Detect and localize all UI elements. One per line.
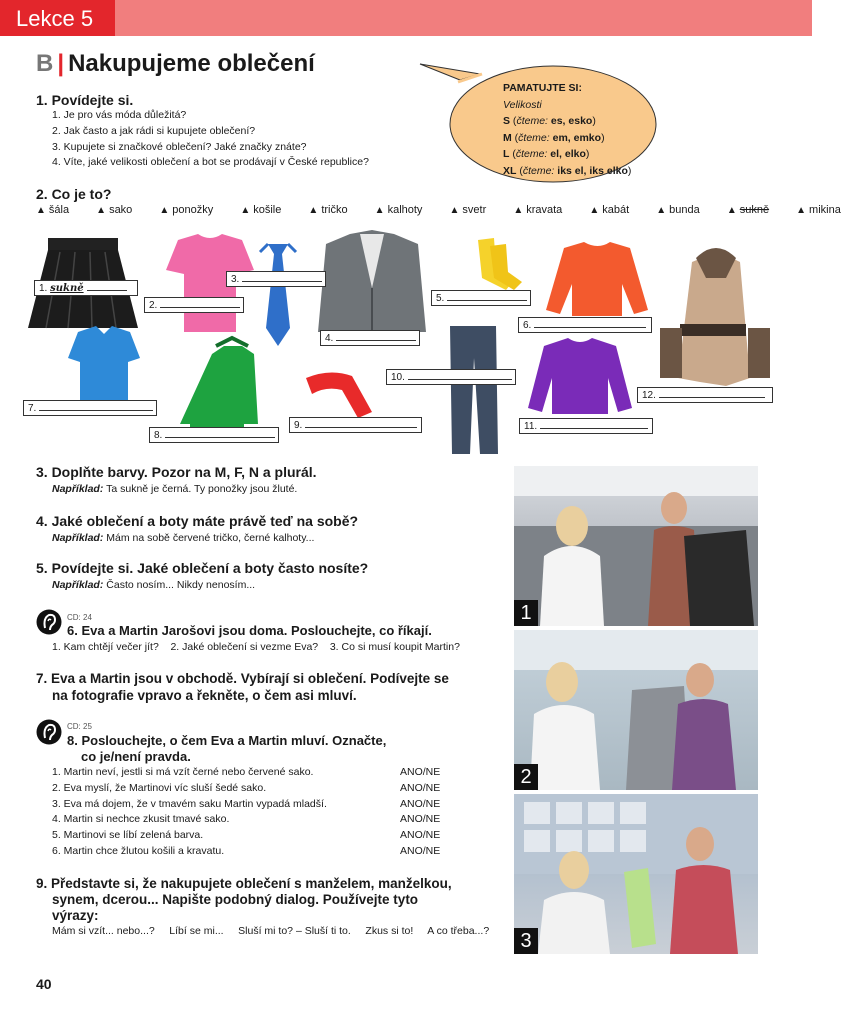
scarf-icon: [306, 372, 372, 418]
vocab-word: ▲ kravata: [513, 204, 563, 216]
ex1-question: 1. Je pro vás móda důležitá?: [52, 109, 187, 121]
ex6-questions: 1. Kam chtějí večer jít? 2. Jaké oblečení si vezme Eva? 3. Co si musí koupit Martin?: [52, 641, 460, 653]
jacket-icon: [318, 230, 426, 340]
vocab-word: ▲ kalhoty: [374, 204, 423, 216]
ex8-item: 5. Martinovi se líbí zelená barva.: [52, 829, 204, 842]
bubble-size-row: M (čteme: em, emko): [503, 131, 605, 144]
label-box-3[interactable]: 3.: [226, 271, 326, 287]
vocab-word: ▲ mikina: [796, 204, 841, 216]
ex3-example: Například: Ta sukně je černá. Ty ponožky jsou žluté.: [52, 483, 298, 495]
photo-scene: [514, 630, 758, 790]
ex5-title: 5. Povídejte si. Jaké oblečení a boty často nosíte?: [36, 560, 369, 576]
socks-icon: [478, 238, 522, 290]
ex8-item: 2. Eva myslí, že Martinovi víc sluší šedé sako.: [52, 781, 267, 794]
ex1-title: 1. Povídejte si.: [36, 92, 134, 108]
ex8-item: 1. Martin neví, jestli si má vzít černé nebo červené sako.: [52, 766, 314, 778]
label-box-9[interactable]: 9.: [289, 417, 422, 433]
bubble-size-row: L (čteme: el, elko): [503, 148, 590, 160]
ex1-question: 3. Kupujete si značkové oblečení? Jaké značky znáte?: [52, 140, 307, 153]
vocab-word: ▲ svetr: [449, 204, 487, 216]
coat-icon: [660, 248, 770, 386]
section-heading: Nakupujeme oblečení: [68, 50, 315, 77]
vocab-word: ▲ sukně: [726, 204, 770, 216]
photo-number: 2: [514, 764, 538, 790]
ex2-title: 2. Co je to?: [36, 186, 112, 202]
photo-shopping-1: [514, 466, 758, 626]
true-false-option[interactable]: ANO/NE: [400, 844, 441, 857]
ex1-questions: [52, 108, 369, 171]
label-box-2[interactable]: 2.: [144, 297, 244, 313]
ex7-title: 7. Eva a Martin jsou v obchodě. Vybírají si oblečení. Podívejte se na fotografie vpravo a řekněte, o čem asi mluví.: [36, 671, 449, 703]
ear-icon: [36, 718, 62, 746]
ex4-title: 4. Jaké oblečení a boty máte právě teď na sobě?: [36, 513, 359, 529]
bubble-subtitle: Velikosti: [503, 98, 542, 111]
vocab-word: ▲ kabát: [589, 204, 630, 216]
ex6-cd: CD: 24: [67, 613, 92, 622]
label-box-1[interactable]: 1. sukně: [34, 280, 138, 296]
label-box-7[interactable]: 7.: [23, 400, 157, 416]
label-box-10[interactable]: 10.: [386, 369, 516, 385]
vocab-word: ▲ ponožky: [159, 204, 214, 216]
bunda-icon: [180, 338, 258, 434]
label-box-5[interactable]: 5.: [431, 290, 531, 306]
vocab-list: [36, 204, 865, 216]
ex1-question: 2. Jak často a jak rádi si kupujete oblečení?: [52, 124, 256, 137]
vocab-word: ▲ košile: [240, 204, 282, 216]
ex8-true-false: [400, 765, 440, 860]
photo-scene: [514, 794, 758, 954]
label-box-8[interactable]: 8.: [149, 427, 279, 443]
section-title: [36, 50, 315, 78]
ex4-example: Například: Mám na sobě červené tričko, černé kalhoty...: [52, 532, 315, 544]
ex8-item: 4. Martin si nechce zkusit tmavé sako.: [52, 813, 230, 826]
photo-scene: [514, 466, 758, 626]
ex9-phrases: Mám si vzít... nebo...? Líbí se mi... Sluší mi to? – Sluší ti to. Zkus si to! A co třeba...?: [52, 925, 490, 937]
photo-number: 3: [514, 928, 538, 954]
ex1-question: 4. Víte, jaké velikosti oblečení a bot se prodávají v České republice?: [52, 156, 369, 169]
vocab-word: ▲ šála: [36, 204, 70, 216]
label-box-4[interactable]: 4.: [320, 330, 420, 346]
trousers-icon: [450, 326, 498, 454]
ex8-cd: CD: 25: [67, 722, 92, 731]
vocab-word: ▲ bunda: [656, 204, 700, 216]
ex8-items: [52, 765, 327, 860]
photo-shopping-2: [514, 630, 758, 790]
bubble-size-row: S (čteme: es, esko): [503, 115, 596, 127]
bubble-text: [503, 80, 631, 179]
ex3-title: 3. Doplňte barvy. Pozor na M, F, N a plurál.: [36, 464, 317, 480]
label-box-11[interactable]: 11.: [519, 418, 653, 434]
vocab-word: ▲ tričko: [308, 204, 348, 216]
ex5-example: Například: Často nosím... Nikdy nenosím...: [52, 579, 256, 591]
section-separator: |: [57, 50, 65, 77]
ex8-title: 8. Poslouchejte, o čem Eva a Martin mluví. Označte, co je/není pravda.: [67, 733, 387, 764]
bubble-title: PAMATUJTE SI:: [503, 82, 582, 94]
answer-1: sukně: [50, 283, 84, 294]
ex8-item: 3. Eva má dojem, že v tmavém saku Martin vypadá mladší.: [52, 797, 327, 810]
true-false-option[interactable]: ANO/NE: [400, 766, 441, 778]
ex9-title: 9. Představte si, že nakupujete oblečení s manželem, manželkou, synem, dcerou... Napište podobný dialog. Používejte tyto výrazy:: [36, 876, 452, 923]
label-box-12[interactable]: 12.: [637, 387, 773, 403]
bubble-size-row: XL (čteme: iks el, iks elko): [503, 164, 632, 177]
header-bar: [0, 0, 812, 36]
tie-icon: [260, 244, 296, 346]
true-false-option[interactable]: ANO/NE: [400, 781, 441, 794]
true-false-option[interactable]: ANO/NE: [400, 797, 441, 810]
photo-number: 1: [514, 600, 538, 626]
true-false-option[interactable]: ANO/NE: [400, 829, 441, 842]
photo-shopping-3: [514, 794, 758, 954]
ear-icon: [36, 608, 62, 636]
true-false-option[interactable]: ANO/NE: [400, 813, 441, 826]
ex8-item: 6. Martin chce žlutou košili a kravatu.: [52, 844, 225, 857]
vocab-word: ▲ sako: [96, 204, 133, 216]
mikina-icon: [528, 338, 632, 414]
sweater-icon: [546, 242, 648, 316]
page-number: 40: [36, 976, 52, 992]
lesson-tab: Lekce 5: [0, 0, 115, 36]
label-box-6[interactable]: 6.: [518, 317, 652, 333]
ex6-title: 6. Eva a Martin Jarošovi jsou doma. Poslouchejte, co říkají.: [67, 623, 432, 638]
section-letter: B: [36, 50, 54, 77]
